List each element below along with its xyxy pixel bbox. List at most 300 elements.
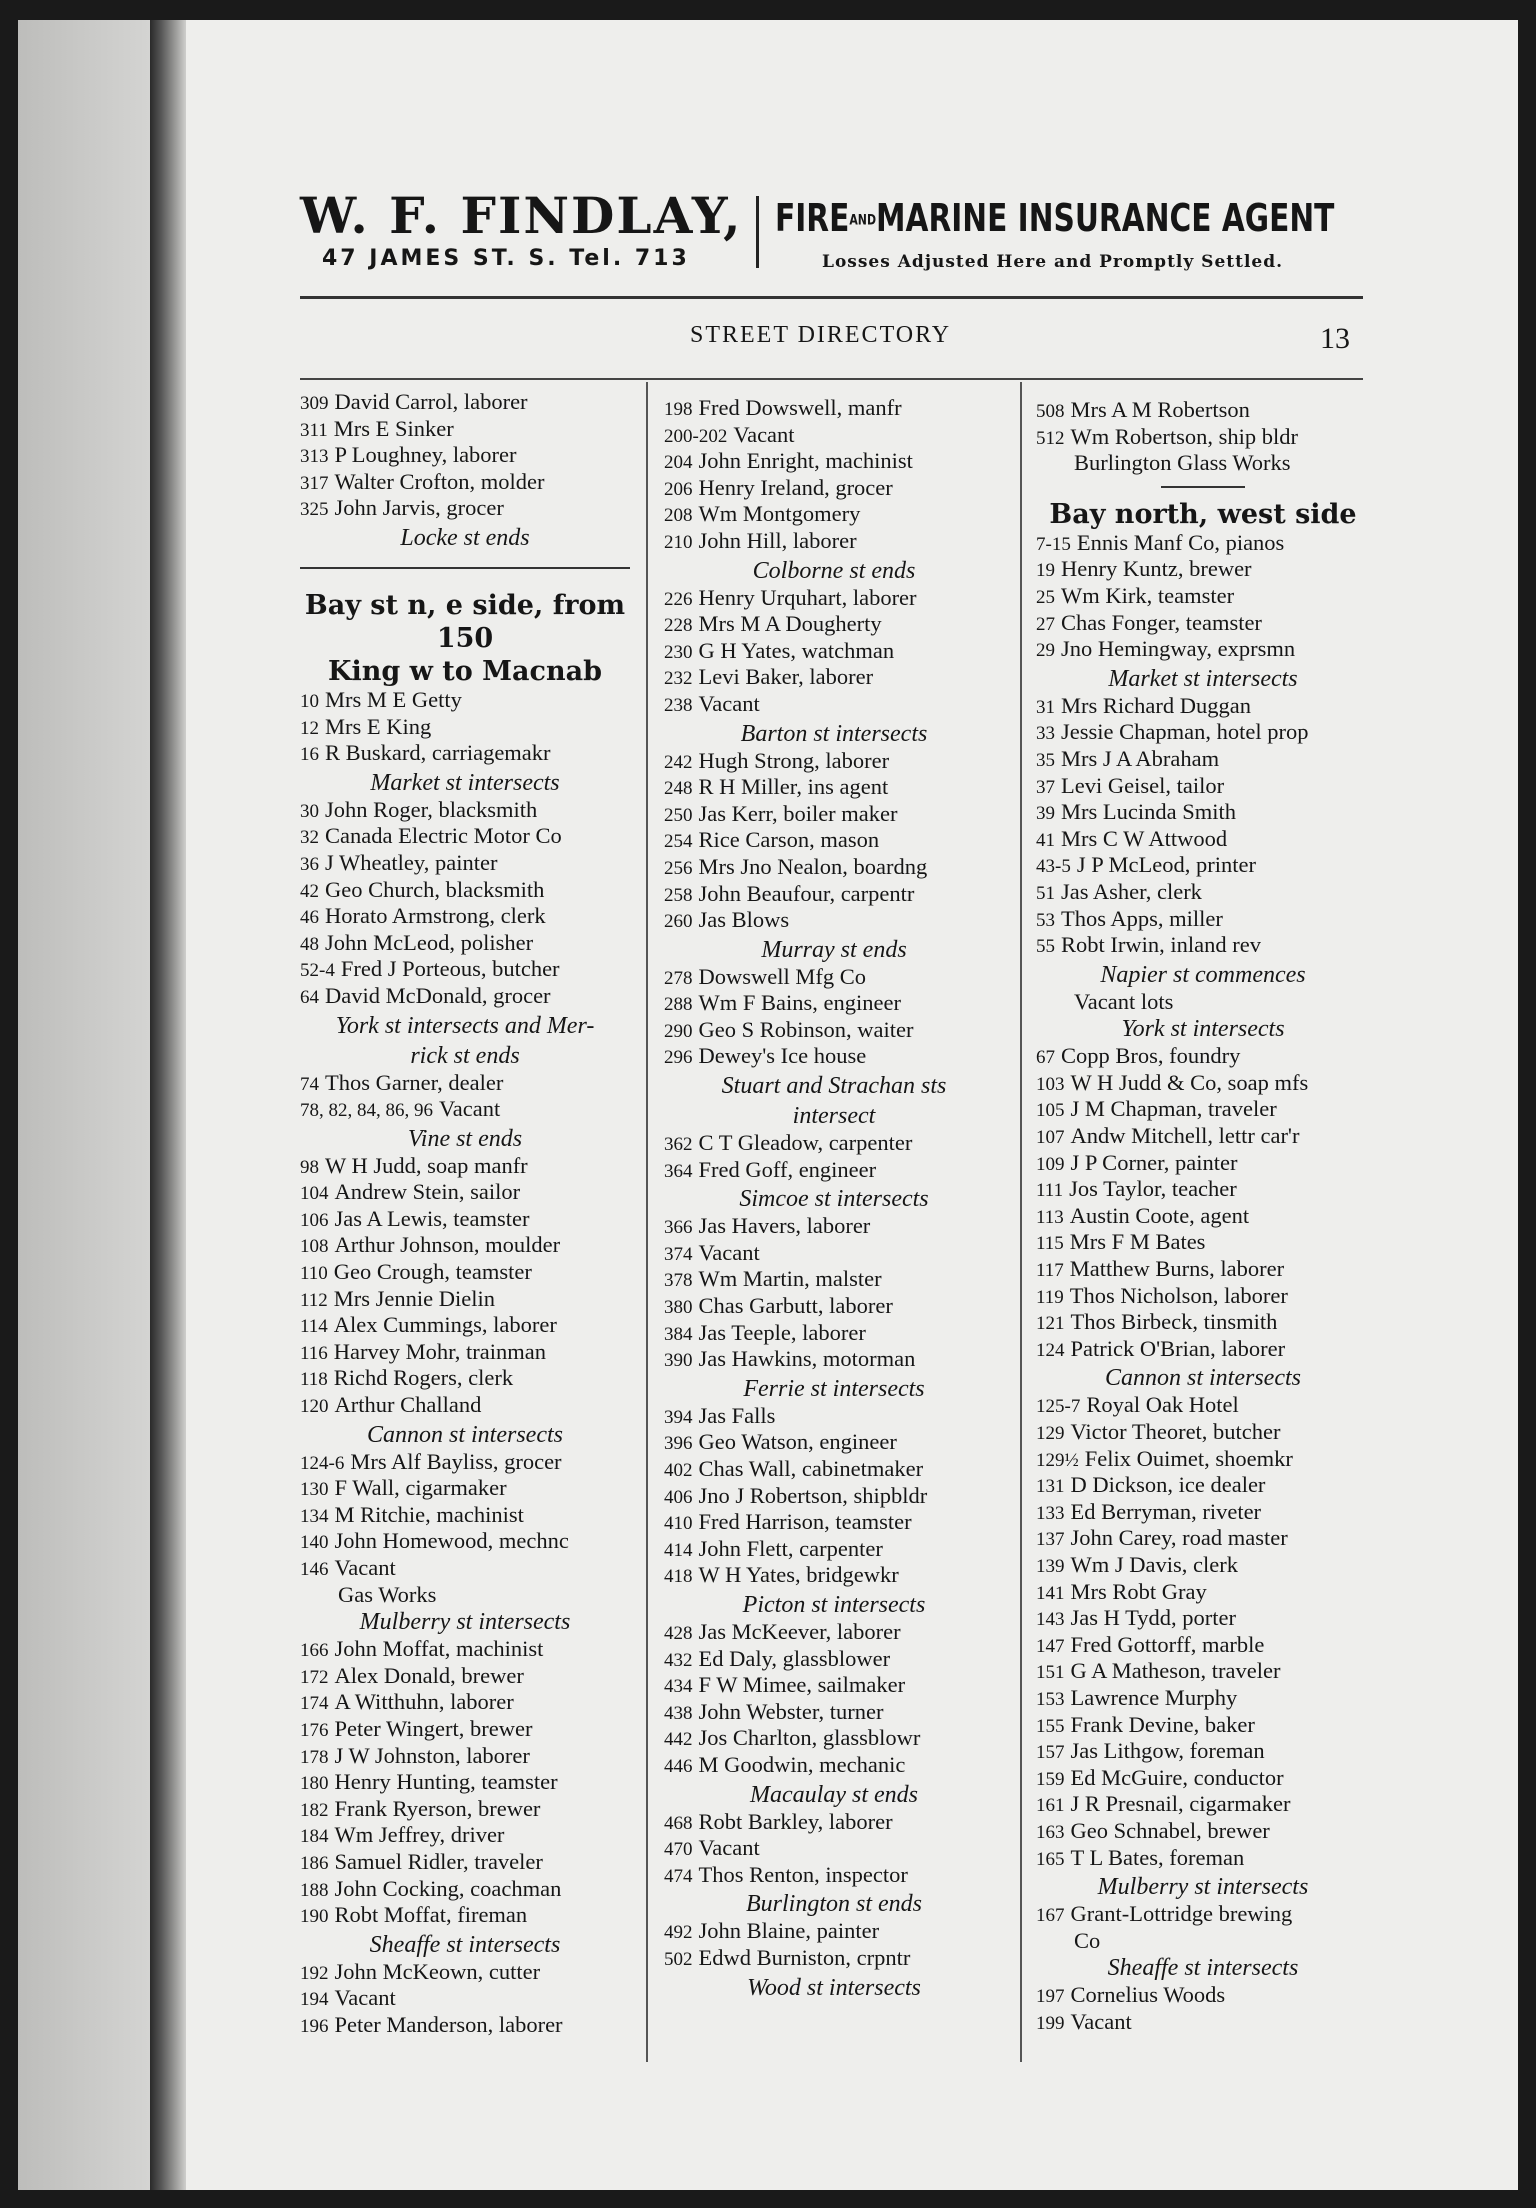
resident-name: Walter Crofton, molder [334,468,545,494]
resident-name: Mrs F M Bates [1069,1229,1206,1255]
directory-entry [300,1690,630,1717]
resident-name: Ennis Manf Co, pianos [1076,529,1285,555]
house-number: 199 [1036,2012,1065,2034]
house-number: 32 [300,827,319,849]
cross-street-note: Wood st intersects [747,1974,921,2001]
directory-entry [1036,1846,1370,1873]
directory-entry [300,1071,630,1098]
header-divider [756,196,759,268]
directory-entry [1036,1097,1370,1124]
house-number: 200-202 [664,425,728,447]
house-number: 210 [664,531,693,553]
house-number: 502 [664,1948,693,1970]
directory-entry [1036,907,1370,934]
house-number: 108 [300,1236,329,1258]
directory-entry [664,1810,1004,1837]
house-number: 194 [300,1989,329,2011]
resident-name: Thos Garner, dealer [325,1069,504,1095]
resident-name: Wm Jeffrey, driver [334,1822,505,1848]
resident-name: Hugh Strong, laborer [698,747,890,773]
resident-name: Harvey Mohr, trainman [333,1338,546,1364]
directory-entry [664,1294,1004,1321]
resident-name: Grant-Lottridge brewing [1070,1901,1293,1927]
house-number: 364 [664,1160,693,1182]
directory-entry [300,1287,630,1314]
directory-entry [1036,1204,1370,1231]
house-number: 114 [300,1316,328,1338]
insurance-heading [775,196,1334,240]
house-number: 10 [300,690,319,712]
resident-name: John Beaufour, carpentr [698,880,915,906]
house-number: 204 [664,452,693,474]
resident-name: John Homewood, mechnc [334,1528,569,1554]
resident-name: Mrs E King [325,713,432,739]
directory-entry [1036,1766,1370,1793]
directory-entry [300,1393,630,1420]
cross-street-note: Cannon st intersects [367,1421,563,1448]
directory-entry [664,1044,1004,1071]
resident-name: Victor Theoret, butcher [1070,1419,1281,1444]
resident-name: J R Presnail, cigarmaker [1070,1791,1291,1817]
house-number: 153 [1036,1688,1065,1710]
directory-entry [1036,1606,1370,1633]
directory-entry [664,749,1004,776]
directory-entry [300,1986,630,2013]
house-number: 432 [664,1649,693,1671]
resident-name: Jas Blows [698,907,790,933]
house-number: 53 [1036,909,1055,931]
cross-street-note: Ferrie st intersects [743,1375,925,1402]
resident-name: Geo S Robinson, waiter [698,1016,914,1042]
resident-name: Jno Hemingway, exprsmn [1061,636,1296,662]
directory-entry [300,1797,630,1824]
house-number: 131 [1036,1476,1065,1498]
directory-entry [664,1563,1004,1590]
resident-name: T L Bates, foreman [1070,1844,1245,1870]
house-number: 111 [1036,1180,1064,1202]
resident-name: Jos Charlton, glassblowr [698,1725,921,1751]
house-number: 37 [1036,776,1055,798]
house-number: 167 [1036,1905,1065,1927]
directory-entry [664,1919,1004,1946]
resident-name: John Webster, turner [698,1698,884,1724]
resident-name: Robt Moffat, fireman [334,1902,528,1928]
house-number: 165 [1036,1848,1065,1870]
cross-street-note: Stuart and Strachan sts [721,1073,947,1100]
house-number: 117 [1036,1260,1064,1282]
house-number: 402 [664,1460,693,1481]
directory-entry [664,1836,1004,1863]
directory-entry [664,1347,1004,1374]
directory-entry [664,828,1004,855]
resident-name: Thos Nicholson, laborer [1069,1282,1288,1308]
cross-street-note: Cannon st intersects [1105,1365,1301,1392]
resident-name: Mrs Jno Nealon, boardng [698,853,928,879]
directory-entry [664,1241,1004,1268]
resident-name: C T Gleadow, carpenter [698,1130,913,1156]
house-number: 137 [1036,1529,1065,1551]
house-number: 313 [300,446,329,468]
directory-entry [300,984,630,1011]
directory-entry [1036,584,1370,611]
resident-name: Matthew Burns, laborer [1069,1256,1285,1282]
house-number: 30 [300,800,319,822]
house-number: 188 [300,1879,329,1901]
cross-street-note: Barton st intersects [740,720,928,747]
directory-entry [664,882,1004,909]
directory-entry [664,396,1004,423]
street-heading: Bay north, west side [1049,498,1357,530]
section-rule [1161,486,1245,488]
resident-name: Fred Harrison, teamster [698,1509,912,1535]
house-number: 182 [300,1799,329,1821]
resident-name: Austin Coote, agent [1069,1202,1250,1228]
resident-name: W H Judd, soap manfr [325,1152,528,1178]
resident-name: F W Mimee, sailmaker [698,1672,906,1698]
directory-entry [664,1620,1004,1647]
resident-name: Jas Havers, laborer [698,1213,871,1239]
house-number: 230 [664,641,693,663]
house-number: 140 [300,1532,329,1554]
directory-entry [300,1313,630,1340]
directory-entry [1036,637,1370,664]
cross-street-note: Mulberry st intersects [359,1609,571,1636]
house-number: 492 [664,1922,693,1944]
directory-entry [1036,531,1370,558]
directory-entry [664,1018,1004,1045]
house-number: 278 [664,967,693,989]
resident-name: Vacant [334,1985,396,2011]
advertiser-address: 47 JAMES ST. S. Tel. 713 [322,246,690,271]
house-number: 410 [664,1513,693,1535]
resident-name: Chas Fonger, teamster [1061,609,1262,635]
resident-name: Peter Manderson, laborer [334,2011,563,2037]
header-rule [300,296,1363,299]
resident-name: Geo Church, blacksmith [325,876,545,902]
directory-entry [664,802,1004,829]
cross-street-note: Sheaffe st intersects [369,1931,561,1958]
house-number: 129½ [1036,1449,1079,1471]
resident-name: Jas Asher, clerk [1061,878,1202,904]
resident-name: Geo Crough, teamster [333,1259,532,1285]
resident-name: Jas McKeever, laborer [698,1618,901,1644]
house-number: 192 [300,1962,329,1984]
directory-entry [300,1340,630,1367]
resident-name: Jessie Chapman, hotel prop [1061,719,1309,745]
resident-name: Mrs Richard Duggan [1061,692,1251,718]
house-number: 198 [664,399,693,420]
house-number: 146 [300,1559,329,1580]
directory-entry [664,1753,1004,1780]
house-number: 98 [300,1156,319,1178]
resident-name: W H Yates, bridgewkr [698,1562,899,1588]
house-number: 254 [664,831,693,853]
house-number: 260 [664,911,693,933]
house-number: 151 [1036,1662,1065,1684]
directory-entry [1036,1633,1370,1660]
resident-name: Jas Teeple, laborer [698,1319,866,1345]
book-spine [150,20,186,2190]
house-number: 228 [664,615,693,637]
resident-name: Jos Taylor, teacher [1069,1176,1237,1202]
house-number: 147 [1036,1635,1065,1657]
house-number: 159 [1036,1768,1065,1790]
section-rule [300,567,630,569]
house-number: 41 [1036,829,1055,851]
directory-entry [300,1664,630,1691]
resident-name: Alex Cummings, laborer [333,1312,557,1338]
directory-entry [664,639,1004,666]
insurance-tagline: Losses Adjusted Here and Promptly Settled. [822,252,1284,272]
directory-entry [664,423,1004,450]
cross-street-note: Macaulay st ends [750,1781,918,1808]
directory-entry [300,443,630,470]
resident-name: Henry Hunting, teamster [334,1769,558,1795]
resident-name: Vacant [698,690,760,716]
house-number: 36 [300,853,319,875]
directory-entry [300,1960,630,1987]
directory-entry [664,1267,1004,1294]
house-number: 120 [300,1396,329,1418]
resident-name: Mrs M A Dougherty [698,611,882,637]
resident-name: Edwd Burniston, crpntr [698,1944,911,1970]
directory-entry [1036,853,1370,880]
house-number: 362 [664,1134,693,1156]
directory-entry [664,1863,1004,1890]
directory-entry [1036,1686,1370,1713]
resident-name: Dowswell Mfg Co [698,963,866,989]
directory-entry [1036,2010,1370,2037]
house-number: 384 [664,1323,693,1345]
directory-entry [300,1180,630,1207]
directory-entry [1036,1044,1370,1071]
directory-entry [1036,398,1370,425]
house-number: 196 [300,2015,329,2037]
directory-entry [300,1823,630,1850]
house-number: 163 [1036,1821,1065,1843]
directory-entry [1036,1902,1370,1929]
directory-entry [1036,1983,1370,2010]
insurance-heading-fire: FIRE [775,196,850,240]
directory-entry [664,1457,1004,1484]
house-number: 104 [300,1183,329,1205]
directory-entry [664,1647,1004,1674]
house-number: 288 [664,994,693,1016]
house-number: 105 [1036,1100,1065,1122]
advertiser-name: W. F. FINDLAY, [300,186,743,245]
directory-entry [664,775,1004,802]
directory-entry [664,965,1004,992]
resident-name: Patrick O'Brian, laborer [1070,1335,1286,1361]
house-number: 107 [1036,1127,1065,1149]
directory-entry [664,529,1004,556]
resident-name: John Blaine, painter [698,1918,880,1944]
resident-name: A Witthuhn, laborer [334,1689,514,1715]
resident-name: Wm Robertson, ship bldr [1070,423,1298,449]
cross-street-note: York st intersects [1121,1016,1285,1043]
house-number: 129 [1036,1423,1065,1444]
house-number: 418 [664,1566,693,1588]
house-number: 155 [1036,1715,1065,1737]
resident-name: Rice Carson, mason [698,827,880,853]
house-number: 119 [1036,1286,1064,1308]
directory-entry [664,1946,1004,1973]
directory-entry [1036,1284,1370,1311]
resident-name: R Buskard, carriagemakr [325,740,551,766]
house-number: 296 [664,1047,693,1069]
directory-entry [300,1556,630,1583]
house-number: 121 [1036,1313,1065,1335]
resident-name: Andw Mitchell, lettr car'r [1070,1123,1300,1149]
resident-name: F Wall, cigarmaker [334,1475,507,1501]
resident-name: David Carrol, laborer [334,389,528,414]
house-number: 113 [1036,1206,1064,1228]
insurance-heading-marine: MARINE INSURANCE AGENT [876,196,1335,240]
house-number: 166 [300,1640,329,1662]
house-number: 396 [664,1433,693,1455]
house-number: 141 [1036,1582,1065,1604]
house-number: 46 [300,907,319,929]
directory-entry [1036,1310,1370,1337]
house-number: 67 [1036,1047,1055,1069]
resident-name: Dewey's Ice house [698,1043,867,1069]
house-number: 406 [664,1486,693,1508]
resident-name: Thos Birbeck, tinsmith [1070,1309,1278,1335]
resident-name: Jas Lithgow, foreman [1070,1738,1265,1764]
house-number: 12 [300,717,319,739]
street-heading: Bay st n, e side, from 150 [304,589,626,654]
directory-entry [664,1510,1004,1537]
directory-entry [1036,1071,1370,1098]
house-number: 184 [300,1826,329,1848]
resident-name: Mrs Jennie Dielin [333,1285,496,1311]
house-number: 33 [1036,723,1055,745]
directory-entry [1036,1553,1370,1580]
house-number: 428 [664,1622,693,1644]
house-number: 115 [1036,1233,1064,1255]
directory-entry [1036,1713,1370,1740]
directory-entry [1036,1124,1370,1151]
directory-entry [664,1321,1004,1348]
resident-name: J M Chapman, traveler [1070,1096,1277,1122]
directory-entry [664,586,1004,613]
resident-name: Robt Irwin, inland rev [1061,932,1261,958]
house-number: 414 [664,1539,693,1561]
column-divider-2 [1020,382,1022,2062]
directory-entry [300,741,630,768]
resident-name: John Roger, blacksmith [325,796,538,822]
directory-entry [1036,720,1370,747]
resident-name: Levi Baker, laborer [698,664,874,690]
directory-entry [300,1850,630,1877]
directory-entry [1036,1819,1370,1846]
title-rule [300,378,1363,380]
house-number: 470 [664,1839,693,1861]
resident-name: R H Miller, ins agent [698,774,889,800]
resident-name: Jno J Robertson, shipbldr [698,1482,928,1508]
resident-name: Fred Dowswell, manfr [698,395,902,420]
street-heading: King w to Macnab [328,655,602,687]
resident-name: Lawrence Murphy [1070,1684,1238,1710]
house-number: 226 [664,588,693,610]
directory-entry [300,715,630,742]
house-number: 238 [664,694,693,716]
directory-entry [300,1770,630,1797]
house-number: 512 [1036,427,1065,449]
resident-name: Chas Garbutt, laborer [698,1293,893,1319]
house-number: 103 [1036,1073,1065,1095]
resident-name: Mrs E Sinker [333,415,454,441]
cross-street-note: Market st intersects [370,769,560,796]
cross-street-note: Murray st ends [761,936,907,963]
house-number: 174 [300,1693,329,1715]
house-number: 74 [300,1073,319,1095]
directory-entry [300,824,630,851]
directory-entry [664,908,1004,935]
directory-entry [300,390,630,417]
entry-continuation: Gas Works [338,1581,437,1607]
resident-name: G H Yates, watchman [698,637,895,663]
house-number: 143 [1036,1609,1065,1631]
resident-name: Vacant [439,1096,501,1122]
house-number: 186 [300,1852,329,1874]
directory-entry [1036,827,1370,854]
directory-entry [300,1529,630,1556]
house-number: 378 [664,1270,693,1292]
directory-entry [1036,425,1370,452]
resident-name: Thos Renton, inspector [698,1861,908,1887]
directory-entry [1036,1500,1370,1527]
directory-entry [300,798,630,825]
entry-continuation: Vacant lots [1074,988,1174,1014]
directory-entry [664,449,1004,476]
house-number: 19 [1036,560,1055,582]
directory-entry [1036,1447,1370,1474]
house-number: 256 [664,857,693,879]
resident-name: Jas Kerr, boiler maker [698,800,898,826]
directory-entry [664,692,1004,719]
house-number: 178 [300,1746,329,1768]
house-number: 208 [664,505,693,527]
directory-column-3 [1036,398,1370,2036]
resident-name: Robt Barkley, laborer [698,1808,893,1834]
directory-entry [1036,1151,1370,1178]
directory-entry [300,1097,630,1124]
resident-name: Jas Falls [698,1402,776,1428]
resident-name: Wm J Davis, clerk [1070,1551,1238,1577]
directory-entry [300,904,630,931]
resident-name: M Goodwin, mechanic [698,1751,906,1777]
resident-name: Jas A Lewis, teamster [334,1205,530,1231]
resident-name: M Ritchie, machinist [334,1501,524,1527]
directory-entry [664,502,1004,529]
resident-name: Mrs A M Robertson [1070,397,1250,422]
directory-entry [664,1726,1004,1753]
resident-name: G A Matheson, traveler [1070,1658,1281,1684]
house-number: 325 [300,499,329,521]
resident-name: Jas Hawkins, motorman [698,1346,916,1372]
directory-entry [300,1233,630,1260]
column-divider-1 [646,382,648,2062]
page-title: STREET DIRECTORY [690,322,952,348]
directory-entry [664,476,1004,503]
house-number: 197 [1036,1986,1065,2008]
resident-name: Geo Watson, engineer [698,1429,897,1455]
house-number: 250 [664,804,693,826]
directory-column-1 [300,390,630,2040]
directory-entry [300,470,630,497]
directory-entry [664,665,1004,692]
